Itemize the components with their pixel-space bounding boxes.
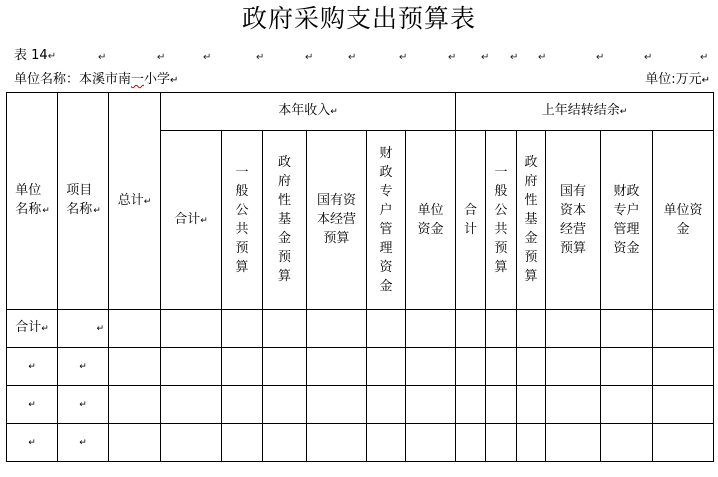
paragraph-mark: ↵ (203, 52, 212, 63)
paragraph-mark: ↵ (481, 52, 490, 63)
header-prior-state-capital-budget: 国有资本经营预算 (546, 131, 601, 310)
currency-unit-label: 单位:万元 (645, 72, 702, 87)
header-prior-general-budget: 一般公共预算 (486, 131, 517, 310)
paragraph-mark: ↵ (644, 52, 653, 63)
paragraph-mark: ↵ (348, 52, 357, 63)
paragraph-mark: ↵ (538, 52, 547, 63)
cell-unit: 合计↵ (7, 310, 58, 348)
cell-project: ↵ (58, 348, 109, 386)
paragraph-mark: ↵ (256, 52, 265, 63)
budget-table (6, 92, 714, 462)
header-prior-fiscal-account-funds: 财政专户管理资金 (601, 131, 653, 310)
cell-unit: ↵ (7, 424, 58, 462)
currency-unit (645, 72, 710, 89)
unit-name-line (14, 72, 178, 89)
cell-project: ↵ (58, 386, 109, 424)
table-number-label: 表 14 (14, 48, 48, 63)
table-row (7, 424, 714, 462)
header-prior-unit-funds: 单位资金 (653, 131, 714, 310)
page-title: 政府采购支出预算表 (241, 4, 476, 33)
paragraph-mark: ↵ (157, 52, 166, 63)
table-row (7, 310, 714, 348)
header-current-state-capital-budget: 国有资本经营预算 (307, 131, 367, 310)
paragraph-mark: ↵ (596, 52, 605, 63)
header-prior-gov-fund-budget: 政府性基金预算 (517, 131, 546, 310)
table-row (7, 386, 714, 424)
unit-name-rest: 小学 (144, 72, 171, 87)
paragraph-mark: ↵ (170, 75, 179, 86)
unit-name-label: 单位名称：本溪市南 (14, 72, 132, 87)
header-current-general-budget: 一般公共预算 (222, 131, 263, 310)
paragraph-mark: ↵ (701, 75, 710, 86)
header-current-gov-fund-budget: 政府性基金预算 (263, 131, 307, 310)
paragraph-mark: ↵ (510, 52, 519, 63)
header-unit-name: 单位名称↵ (7, 93, 58, 310)
header-current-fiscal-account-funds: 财政专户管理资金 (367, 131, 406, 310)
table-number (14, 48, 56, 64)
header-project-name: 项目名称↵ (58, 93, 109, 310)
cell-project: ↵ (58, 424, 109, 462)
paragraph-mark: ↵ (700, 52, 709, 63)
header-prior-year-carryover: 上年结转结余↵ (456, 93, 714, 131)
paragraph-mark: ↵ (98, 52, 107, 63)
header-current-subtotal: 合计↵ (161, 131, 222, 310)
paragraph-mark: ↵ (448, 52, 457, 63)
unit-name-squiggle: 一 (131, 72, 145, 87)
paragraph-mark: ↵ (47, 51, 57, 62)
cell-unit: ↵ (7, 348, 58, 386)
cell-project: ↵ (58, 310, 109, 348)
header-current-year-income: 本年收入↵ (161, 93, 456, 131)
paragraph-mark: ↵ (399, 52, 408, 63)
cell-unit: ↵ (7, 386, 58, 424)
table-row (7, 348, 714, 386)
paragraph-mark: ↵ (305, 52, 314, 63)
header-row-1 (7, 93, 714, 131)
header-current-unit-funds: 单位资金 (406, 131, 456, 310)
header-prior-subtotal: 合计 (456, 131, 486, 310)
header-total: 总计↵ (109, 93, 161, 310)
